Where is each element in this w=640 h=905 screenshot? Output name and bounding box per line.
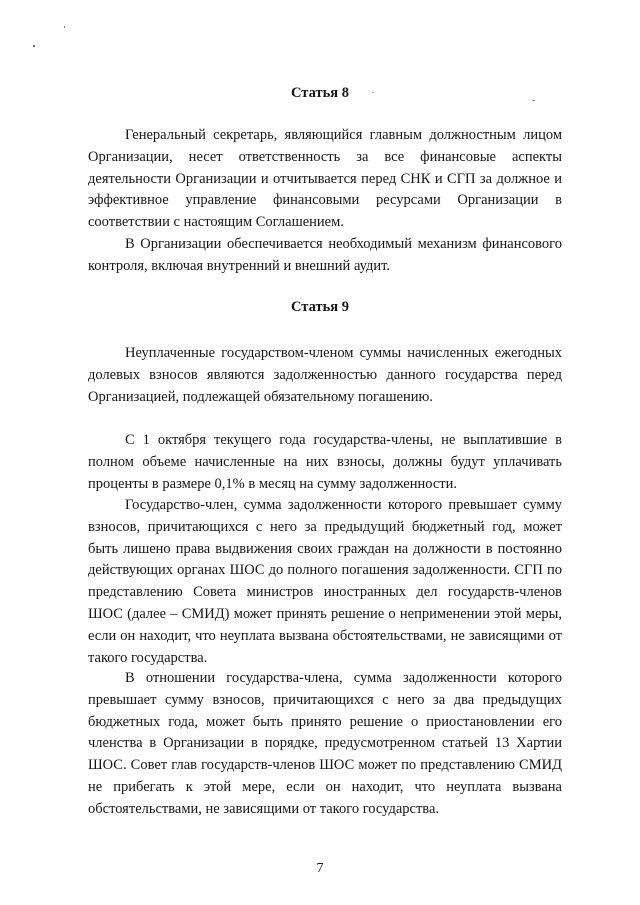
article-9-paragraph-4: В отношении государства-члена, сумма задолженности которого превышает сумму взносов, причитающихся с него за два предыдущих бюджетных года, может быть принято решение о приостановлении его членства в Организации в порядке, предусмотренном статьей 13 Хартии ШОС. Совет глав государств-членов ШОС может по представлению СМИД не прибегать к этой мере, если он находит, что неуплата вызвана обстоятельствами, не зависящими от такого государства.: [88, 670, 562, 817]
article-8-heading: Статья 8: [291, 85, 349, 101]
article-8-paragraph-2: В Организации обеспечивается необходимый механизм финансового контроля, включая внутренний и внешний аудит.: [88, 236, 562, 274]
article-9-heading: Статья 9: [291, 299, 349, 315]
article-9-paragraph-3: Государство-член, сумма задолженности которого превышает сумму взносов, причитающихся с него за предыдущий бюджетный год, может быть лишено права выдвижения своих граждан на должности в постоянно действующих органах ШОС до полного погашения задолженности. СГП по представлению Совета министров иностранных дел государств-членов ШОС (далее – СМИД) может принять решение о неприменении этой меры, если он находит, что неуплата вызвана обстоятельствами, не зависящими от такого государства.: [88, 497, 562, 666]
page-number: 7: [316, 861, 324, 876]
article-9-paragraph-2: С 1 октября текущего года государства-члены, не выплатившие в полном объеме начисленные на них взносы, должны будут уплачивать проценты в размере 0,1% в месяц на сумму задолженности.: [88, 432, 562, 492]
article-8-paragraph-1: Генеральный секретарь, являющийся главным должностным лицом Организации, несет ответственность за все финансовые аспекты деятельности Организации и отчитывается перед СНК и СГП за должное и эффективное управление финансовыми ресурсами Организации в соответствии с настоящим Соглашением.: [88, 127, 562, 231]
article-9-paragraph-1: Неуплаченные государством-членом суммы начисленных ежегодных долевых взносов являются задолженностью данного государства перед Организацией, подлежащей обязательному погашению.: [88, 345, 562, 405]
scan-speck: [64, 26, 65, 28]
scan-speck: [33, 45, 35, 47]
